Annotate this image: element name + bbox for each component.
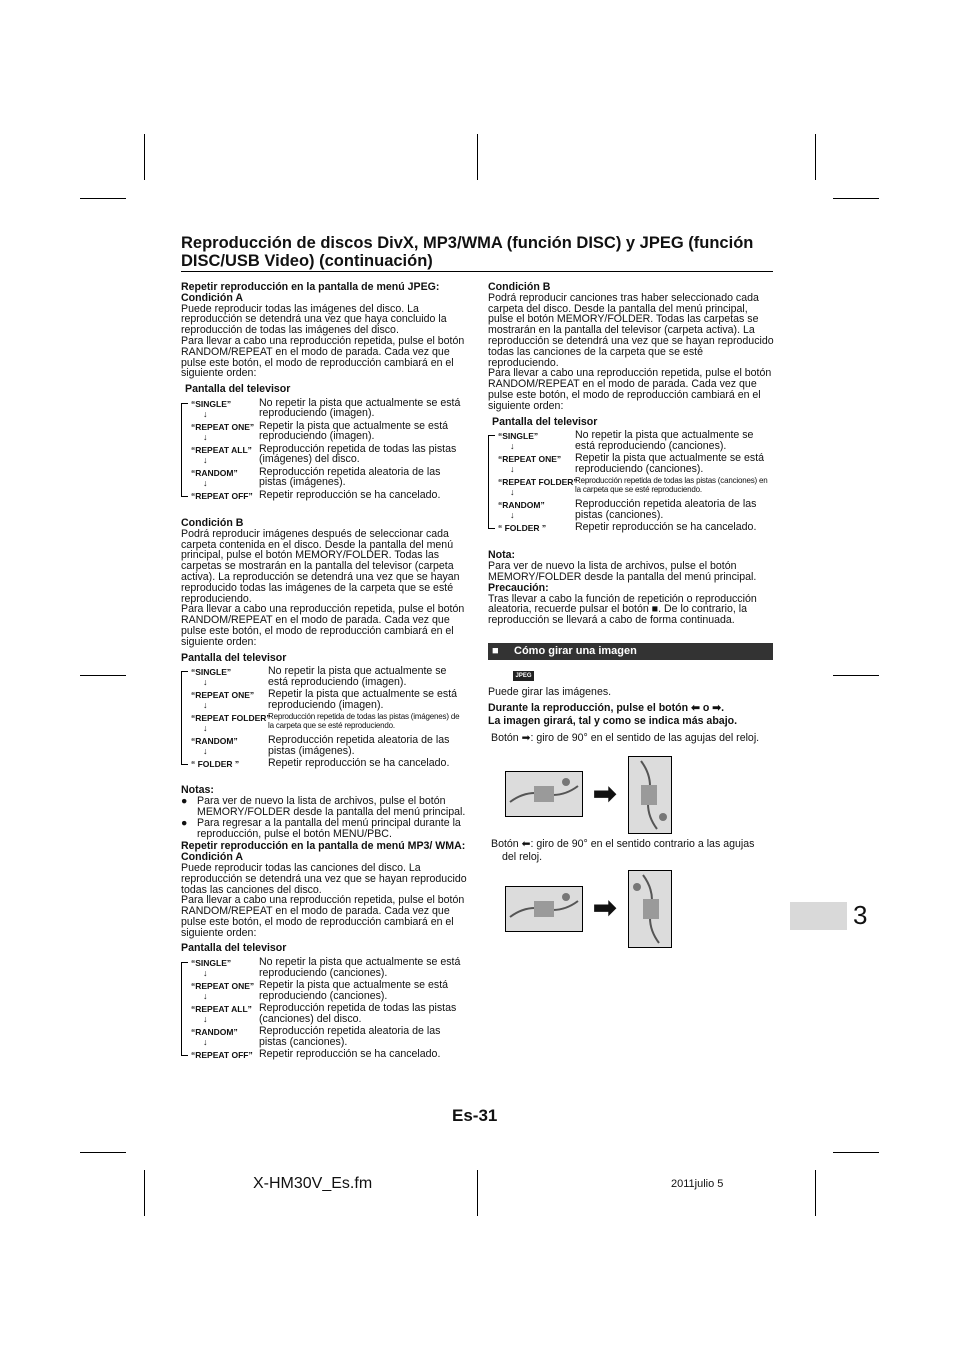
footer-date: 2011julio 5 [671, 1178, 724, 1190]
down-arrow-icon: ↓ [203, 677, 208, 688]
repeat-mode-description: Reproducción repetida de todas las pistas (canciones) en la carpeta que se esté reproduciendo. [575, 476, 768, 495]
down-arrow-icon: ↓ [203, 723, 208, 734]
down-arrow-icon: ↓ [510, 441, 515, 452]
down-arrow-icon: ↓ [510, 487, 515, 498]
repeat-mode-description: Repetir reproducción se ha cancelado. [268, 757, 450, 770]
page-title: Reproducción de discos DivX, MP3/WMA (función DISC) y JPEG (función DISC/USB Video) (continuación) [181, 234, 754, 270]
down-arrow-icon: ↓ [203, 1037, 208, 1048]
repeat-mode-label: “ FOLDER ” [498, 523, 547, 534]
repeat-mode-label: “REPEAT FOLDER” [191, 713, 271, 724]
crop-mark [80, 675, 126, 676]
crop-mark [815, 134, 816, 180]
repeat-mode-label: “REPEAT ALL” [191, 444, 252, 455]
section-heading: Repetir reproducción en la pantalla de menú JPEG: [181, 281, 440, 293]
repeat-mode-label: “REPEAT FOLDER” [498, 477, 578, 488]
crop-mark [833, 1152, 879, 1153]
landscape-image-icon [505, 886, 583, 932]
repeat-mode-description: Repetir la pista que actualmente se está reproduciendo (canciones). [575, 452, 765, 475]
repeat-mode-description: Repetir la pista que actualmente se está reproduciendo (imagen). [259, 419, 449, 443]
jpeg-badge: JPEG [513, 671, 534, 681]
crop-mark [477, 134, 478, 180]
page-number: Es-31 [452, 1106, 498, 1125]
loop-bracket [181, 962, 188, 1056]
repeat-mode-description: Reproducción repetida aleatoria de las pistas (canciones). [259, 1025, 441, 1048]
cw-caption: Botón ➡: giro de 90° en el sentido de las agujas del reloj. [491, 732, 760, 744]
repeat-mode-label: “REPEAT ALL” [191, 1004, 252, 1015]
instruction: Durante la reproducción, pulse el botón ⬅ o ➡. [488, 702, 725, 714]
down-arrow-icon: ↓ [203, 431, 208, 442]
repeat-mode-description: Reproducción repetida de todas las pistas (imágenes) de la carpeta que se esté reproduciendo. [268, 712, 460, 731]
down-arrow-icon: ↓ [203, 454, 208, 465]
repeat-mode-label: “REPEAT OFF” [191, 490, 253, 501]
repeat-mode-description: Repetir reproducción se ha cancelado. [259, 1048, 441, 1061]
repeat-mode-description: Reproducción repetida de todas las pistas (imágenes) del disco. [259, 442, 457, 466]
crop-mark [80, 198, 126, 199]
paragraph: Tras llevar a cabo la función de repetición o reproducción aleatoria, recuerde pulsar el botón ■. De lo contrario, la reproducción se llevará a cabo de forma continuada. [488, 592, 757, 627]
screen-label: Pantalla del televisor [181, 651, 287, 664]
section-title: Cómo girar una imagen [514, 645, 637, 657]
paragraph: Para llevar a cabo una reproducción repetida, pulse el botón RANDOM/REPEAT en el modo de parada. Cada vez que pulse este botón, el modo de reproducción cambiará en el siguiente orden: [181, 894, 465, 939]
notes-label: Notas: [181, 784, 214, 797]
loop-bracket [181, 671, 188, 765]
paragraph: Podrá reproducir imágenes después de seleccionar cada carpeta contenida en el disco. Desde la pantalla del menú principal, pulse el botón MEMORY/FOLDER. Todas las carpetas se mostrarán en la pantalla del televisor (carpeta activa). La reproducción se detendrá una vez que se hayan reproducido todas las imágenes de la carpeta que se esté reproduciendo. [181, 527, 460, 605]
paragraph: Para llevar a cabo una reproducción repetida, pulse el botón RANDOM/REPEAT en el modo de parada. Cada vez que pulse este botón, el modo de reproducción cambiará en el siguiente orden: [181, 603, 465, 648]
repeat-mode-description: Reproducción repetida aleatoria de las pistas (imágenes). [268, 734, 450, 757]
down-arrow-icon: ↓ [203, 968, 208, 979]
repeat-mode-description: No repetir la pista que actualmente se está reproduciendo (canciones). [259, 956, 461, 979]
crop-mark [833, 675, 879, 676]
repeat-mode-label: “SINGLE” [191, 667, 232, 678]
repeat-mode-label: “REPEAT OFF” [191, 1050, 253, 1061]
repeat-mode-sequence [181, 666, 467, 783]
crop-mark [80, 1152, 126, 1153]
left-column [181, 282, 467, 1076]
nota-label: Nota: [488, 549, 516, 562]
repeat-mode-description: No repetir la pista que actualmente se está reproduciendo (imagen). [268, 665, 447, 688]
crop-mark [477, 1170, 478, 1216]
repeat-mode-sequence [181, 398, 467, 515]
down-arrow-icon: ↓ [203, 1014, 208, 1025]
repeat-mode-label: “REPEAT ONE” [498, 454, 562, 465]
paragraph: Puede reproducir todas las canciones del disco. La reproducción se detendrá una vez que se hayan reproducido todas las canciones del disco. [181, 861, 467, 896]
portrait-image-icon [628, 756, 672, 834]
repeat-mode-description: Repetir reproducción se ha cancelado. [259, 488, 441, 501]
screen-label: Pantalla del televisor [492, 415, 598, 428]
repeat-mode-description: Reproducción repetida aleatoria de las pistas (imágenes). [259, 465, 441, 489]
down-arrow-icon: ↓ [510, 510, 515, 521]
repeat-mode-label: “RANDOM” [191, 1027, 238, 1038]
condition-label: Condición B [488, 281, 551, 293]
paragraph: Puede girar las imágenes. [488, 686, 612, 698]
repeat-mode-label: “RANDOM” [191, 736, 238, 747]
landscape-image-icon [505, 771, 583, 817]
repeat-mode-description: No repetir la pista que actualmente se está reproduciendo (imagen). [259, 396, 461, 420]
repeat-mode-label: “RANDOM” [498, 500, 545, 511]
repeat-mode-sequence [181, 957, 467, 1074]
crop-mark [144, 1170, 145, 1216]
square-bullet-icon: ■ [492, 645, 499, 657]
repeat-mode-label: “SINGLE” [191, 398, 232, 409]
paragraph: Para llevar a cabo una reproducción repetida, pulse el botón RANDOM/REPEAT en el modo de parada. Cada vez que pulse este botón, el modo de reproducción cambiará en el siguiente orden: [488, 367, 772, 412]
bullet-icon: ● [181, 816, 188, 829]
repeat-mode-label: “ FOLDER ” [191, 759, 240, 770]
note-item: ● Para ver de nuevo la lista de archivos, pulse el botón MEMORY/FOLDER desde la pantalla del menú principal. [181, 795, 466, 818]
crop-mark [833, 198, 879, 199]
screen-label: Pantalla del televisor [185, 383, 291, 396]
loop-bracket [488, 435, 495, 529]
down-arrow-icon: ↓ [510, 464, 515, 475]
repeat-mode-sequence [488, 430, 774, 547]
down-arrow-icon: ↓ [203, 408, 208, 419]
repeat-mode-label: “REPEAT ONE” [191, 981, 255, 992]
precaucion-label: Precaución: [488, 581, 549, 594]
paragraph: Puede reproducir todas las imágenes del disco. La reproducción se detendrá una vez que haya concluido la reproducción de todas las imágenes del disco. [181, 302, 447, 337]
ccw-caption: Botón ⬅: giro de 90° en el sentido contrario a las agujas [491, 838, 755, 850]
crop-mark [144, 134, 145, 180]
ccw-caption: del reloj. [502, 851, 543, 863]
title-divider [181, 271, 773, 272]
repeat-mode-description: Repetir reproducción se ha cancelado. [575, 521, 757, 534]
chapter-tab [790, 902, 847, 930]
repeat-mode-description: Repetir la pista que actualmente se está reproduciendo (canciones). [259, 979, 449, 1002]
down-arrow-icon: ↓ [203, 700, 208, 711]
footer-filename: X-HM30V_Es.fm [253, 1175, 373, 1192]
section-heading: Repetir reproducción en la pantalla de menú MP3/ WMA: Condición A [181, 840, 466, 864]
crop-mark [815, 1170, 816, 1216]
paragraph: Podrá reproducir canciones tras haber seleccionado cada carpeta del disco. Desde la pantalla del menú principal, pulse el botón MEMORY/FOLDER. Todas las carpetas se mostrarán en la pantalla del televisor (carpeta activa). La reproducción se detendrá una vez que se hayan reproducido todas las canciones de la carpeta que se esté reproduciendo. [488, 291, 774, 369]
down-arrow-icon: ↓ [203, 991, 208, 1002]
repeat-mode-description: Reproducción repetida de todas las pistas (canciones) del disco. [259, 1002, 457, 1025]
down-arrow-icon: ↓ [203, 746, 208, 757]
section-bar [488, 643, 773, 660]
repeat-mode-label: “SINGLE” [498, 431, 539, 442]
repeat-mode-label: “REPEAT ONE” [191, 421, 255, 432]
repeat-mode-description: Reproducción repetida aleatoria de las pistas (canciones). [575, 498, 757, 521]
down-arrow-icon: ↓ [203, 477, 208, 488]
paragraph: Para ver de nuevo la lista de archivos, pulse el botón MEMORY/FOLDER desde la pantalla del menú principal. [488, 560, 757, 583]
chapter-number: 3 [853, 900, 868, 930]
repeat-mode-description: Repetir la pista que actualmente se está reproduciendo (imagen). [268, 688, 458, 711]
right-arrow-icon: ➡ [593, 892, 617, 923]
instruction: La imagen girará, tal y como se indica más abajo. [488, 715, 738, 727]
note-item: ● Para regresar a la pantalla del menú principal durante la reproducción, pulse el botón MENU/PBC. [181, 816, 461, 840]
repeat-mode-label: “REPEAT ONE” [191, 690, 255, 701]
loop-bracket [181, 403, 188, 497]
repeat-mode-label: “SINGLE” [191, 958, 232, 969]
paragraph: Para llevar a cabo una reproducción repetida, pulse el botón RANDOM/REPEAT en el modo de parada. Cada vez que pulse este botón, el modo de reproducción cambiará en el siguiente orden: [181, 334, 465, 380]
right-arrow-icon: ➡ [593, 778, 617, 809]
right-column [488, 282, 774, 626]
repeat-mode-label: “RANDOM” [191, 467, 238, 478]
bullet-icon: ● [181, 795, 188, 808]
portrait-image-icon [628, 870, 672, 948]
screen-label: Pantalla del televisor [181, 942, 287, 955]
repeat-mode-description: No repetir la pista que actualmente se está reproduciendo (canciones). [575, 429, 754, 452]
condition-label: Condición B [181, 516, 244, 529]
condition-label: Condición A [181, 291, 243, 304]
